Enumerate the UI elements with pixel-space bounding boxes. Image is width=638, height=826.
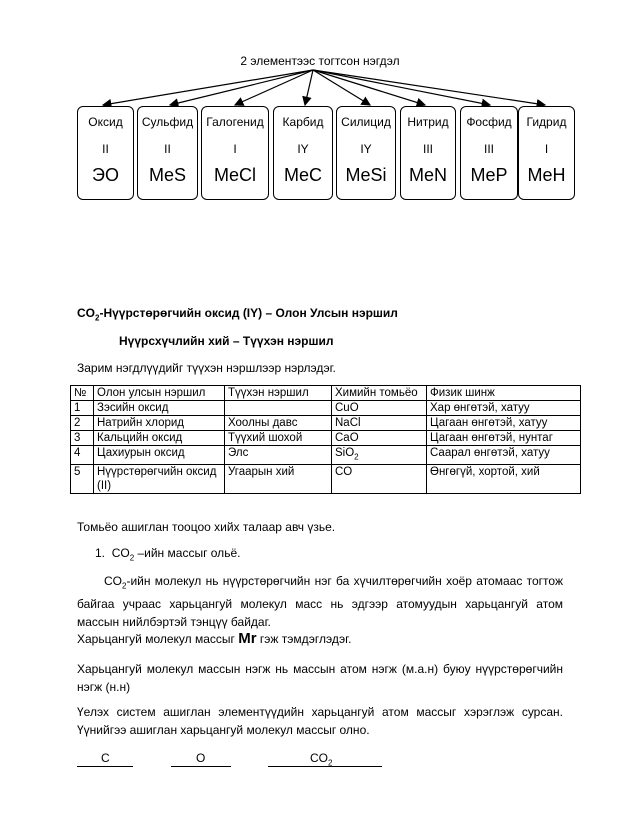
box-valence: IY [360,142,372,156]
box-name: Фосфид [466,115,512,129]
table-row [71,465,581,494]
box-sulfide [137,106,198,200]
blank-label-o: O [196,751,206,765]
table-cell: Хоолны давс [225,416,332,431]
table-cell: 4 [71,446,94,465]
para-mr [77,630,351,648]
table-cell: 2 [71,416,94,431]
table-cell: Цагаан өнгөтэй, нунтаг [427,431,581,446]
box-name: Оксид [88,115,123,129]
para-units: Харьцангуй молекул массын нэгж нь массын атом нэгж (м.а.н) буюу нүүрстөрөгчийн нэгж (н.н) [77,662,563,694]
box-formula: MeS [148,165,186,185]
item-rest: –ийн массыг ольё. [134,546,241,560]
diagram-title: 2 элементээс тогтсон нэгдэл [240,54,400,68]
box-valence: II [102,142,109,156]
table-cell: Цагаан өнгөтэй, хатуу [427,416,581,431]
table-cell: Кальцийн оксид [94,431,225,446]
box-oxide [77,106,134,200]
box-valence: IY [297,142,309,156]
table-cell: CO [332,465,427,494]
box-formula: MeC [283,165,322,185]
para-periodic: Үелэх систем ашиглан элементүүдийн харьцангуй атом массыг хэрэглэж сурсан. Үүнийгээ ашиглан харьцангуй молекул массыг олно. [77,705,563,737]
box-name: Гидрид [526,115,567,129]
blank-label-c: C [101,751,110,765]
para-molecule [77,572,563,631]
box-phosphide [460,106,518,200]
para2-co: CO [104,574,122,588]
table-cell: 5 [71,465,94,494]
box-valence: I [544,142,549,156]
blank-line-co2[interactable] [268,765,382,767]
table-cell [225,401,332,416]
para2-rest: -ийн молекул нь нүүрстөрөгчийн нэг ба хүчилтөрөгчийн хоёр атомаас тогтож байгаа учраас харьцангуй молекул масс нь эдгээр атомуудын харьцангуй атом массын нийлбэртэй тэнцүү байдаг. [77,574,563,630]
table-cell: Элс [225,446,332,465]
heading-historical-name: Нүүрсхүчлийн хий – Түүхэн нэршил [119,334,334,348]
box-hydride [518,106,575,200]
table-header: Олон улсын нэршил [94,386,225,401]
formula-sub: 2 [354,452,359,462]
heading-co-sub: 2 [95,313,100,323]
formula-text: SiO [335,447,355,459]
table-cell: 1 [71,401,94,416]
box-nitride [400,106,456,200]
table-header: Түүхэн нэршил [225,386,332,401]
para-calculation: Томьёо ашиглан тооцоо хийх талаар авч үзье. [77,520,336,534]
table-row [71,401,581,416]
box-valence: III [483,142,494,156]
box-valence: III [422,142,433,156]
heading-international-name [77,306,398,322]
table-cell: CuO [332,401,427,416]
box-halide [201,106,269,200]
blank-co2-sub: 2 [328,758,333,768]
box-valence: I [233,142,237,156]
table-header: № [71,386,94,401]
box-name: Силицид [341,115,391,129]
box-formula: MeN [408,165,447,185]
table-row [71,431,581,446]
table-row [71,446,581,465]
table-cell: Цахиурын оксид [94,446,225,465]
box-name: Нитрид [407,115,449,129]
box-formula: MeSi [345,165,387,185]
box-name: Сульфид [141,115,194,129]
mr-symbol: Mr [238,630,257,647]
item-co: CO [111,546,130,560]
table-cell: Саарал өнгөтэй, хатуу [427,446,581,465]
table-header: Физик шинж [427,386,581,401]
heading-co: CO [77,306,95,320]
box-name: Карбид [282,115,324,129]
box-silicide [336,106,396,200]
table-cell: NaCl [332,416,427,431]
para3-post: гэж тэмдэглэдэг. [256,632,352,646]
para3-pre: Харьцангуй молекул массыг [77,632,239,646]
table-cell: 3 [71,431,94,446]
table-cell: Хар өнгөтэй, хатуу [427,401,581,416]
para2-co-sub: 2 [122,581,127,591]
table-header: Химийн томьёо [332,386,427,401]
table-cell: Түүхий шохой [225,431,332,446]
table-cell: Зэсийн оксид [94,401,225,416]
list-item-number: 1. [95,546,106,560]
table-header-row [71,386,581,401]
box-name: Галогенид [206,115,264,129]
box-formula: MeCl [213,165,256,185]
blank-line-c[interactable] [77,765,133,767]
compound-diagram [0,0,638,220]
list-item-1 [95,544,240,567]
names-table [70,385,581,494]
box-valence: II [164,142,171,156]
intro-text: Зарим нэгдлүүдийг түүхэн нэршлээр нэрлэдэг. [77,361,336,375]
blank-line-o[interactable] [171,765,231,767]
table-cell-formula [332,446,427,465]
box-formula: MeH [527,165,566,185]
heading-rest: -Нүүрстөрөгчийн оксид (IY) – Олон Улсын нэршил [99,306,398,320]
box-formula: ЭО [92,165,119,185]
box-formula: MeP [470,165,508,185]
table-cell: Өнгөгүй, хортой, хий [427,465,581,494]
table-cell: Натрийн хлорид [94,416,225,431]
blank-co2: CO [310,751,328,765]
table-cell: Нүүрстөрөгчийн оксид (II) [94,465,225,494]
table-row [71,416,581,431]
table-cell: Угаарын хий [225,465,332,494]
table-cell: CaO [332,431,427,446]
box-carbide [273,106,333,200]
item-co-sub: 2 [129,553,135,563]
